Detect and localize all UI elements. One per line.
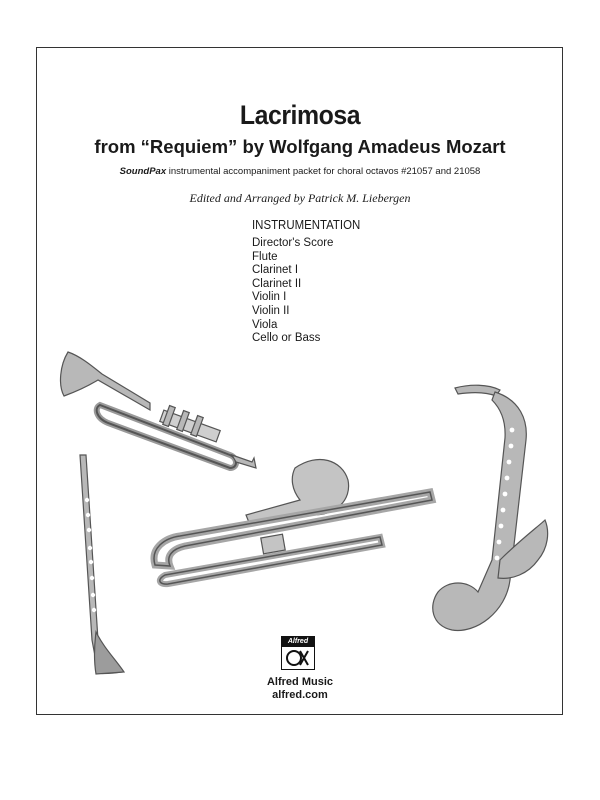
clarinet-icon xyxy=(80,455,124,674)
arranger-credit: Edited and Arranged by Patrick M. Liebergen xyxy=(189,191,411,205)
publisher-name: Alfred Music xyxy=(266,676,333,688)
list-item: Director's Score xyxy=(252,237,334,249)
saxophone-icon xyxy=(433,385,548,630)
packet-text: instrumental accompaniment packet for choral octavos #21057 and 21058 xyxy=(166,166,481,177)
trombone-icon xyxy=(154,459,432,584)
logo-wordmark: Alfred xyxy=(282,637,314,647)
page-subtitle: from “Requiem” by Wolfgang Amadeus Mozart xyxy=(94,136,506,157)
list-item: Viola xyxy=(252,318,278,331)
list-item: Violin II xyxy=(252,304,290,317)
list-item: Clarinet II xyxy=(252,277,302,290)
list-item: Flute xyxy=(252,250,278,263)
alfred-logo xyxy=(281,636,315,670)
trumpet-icon xyxy=(61,352,256,468)
publisher-url[interactable]: alfred.com xyxy=(272,689,328,701)
list-item: Cello or Bass xyxy=(252,332,321,345)
list-item: Clarinet I xyxy=(252,264,299,277)
alfred-mark-icon xyxy=(282,647,314,669)
instrumentation-heading: INSTRUMENTATION xyxy=(252,217,361,232)
soundpax-brand: SoundPax xyxy=(119,166,167,177)
list-item: Violin I xyxy=(252,291,287,304)
page-title: Lacrimosa xyxy=(239,100,361,130)
publisher-block xyxy=(0,676,600,702)
